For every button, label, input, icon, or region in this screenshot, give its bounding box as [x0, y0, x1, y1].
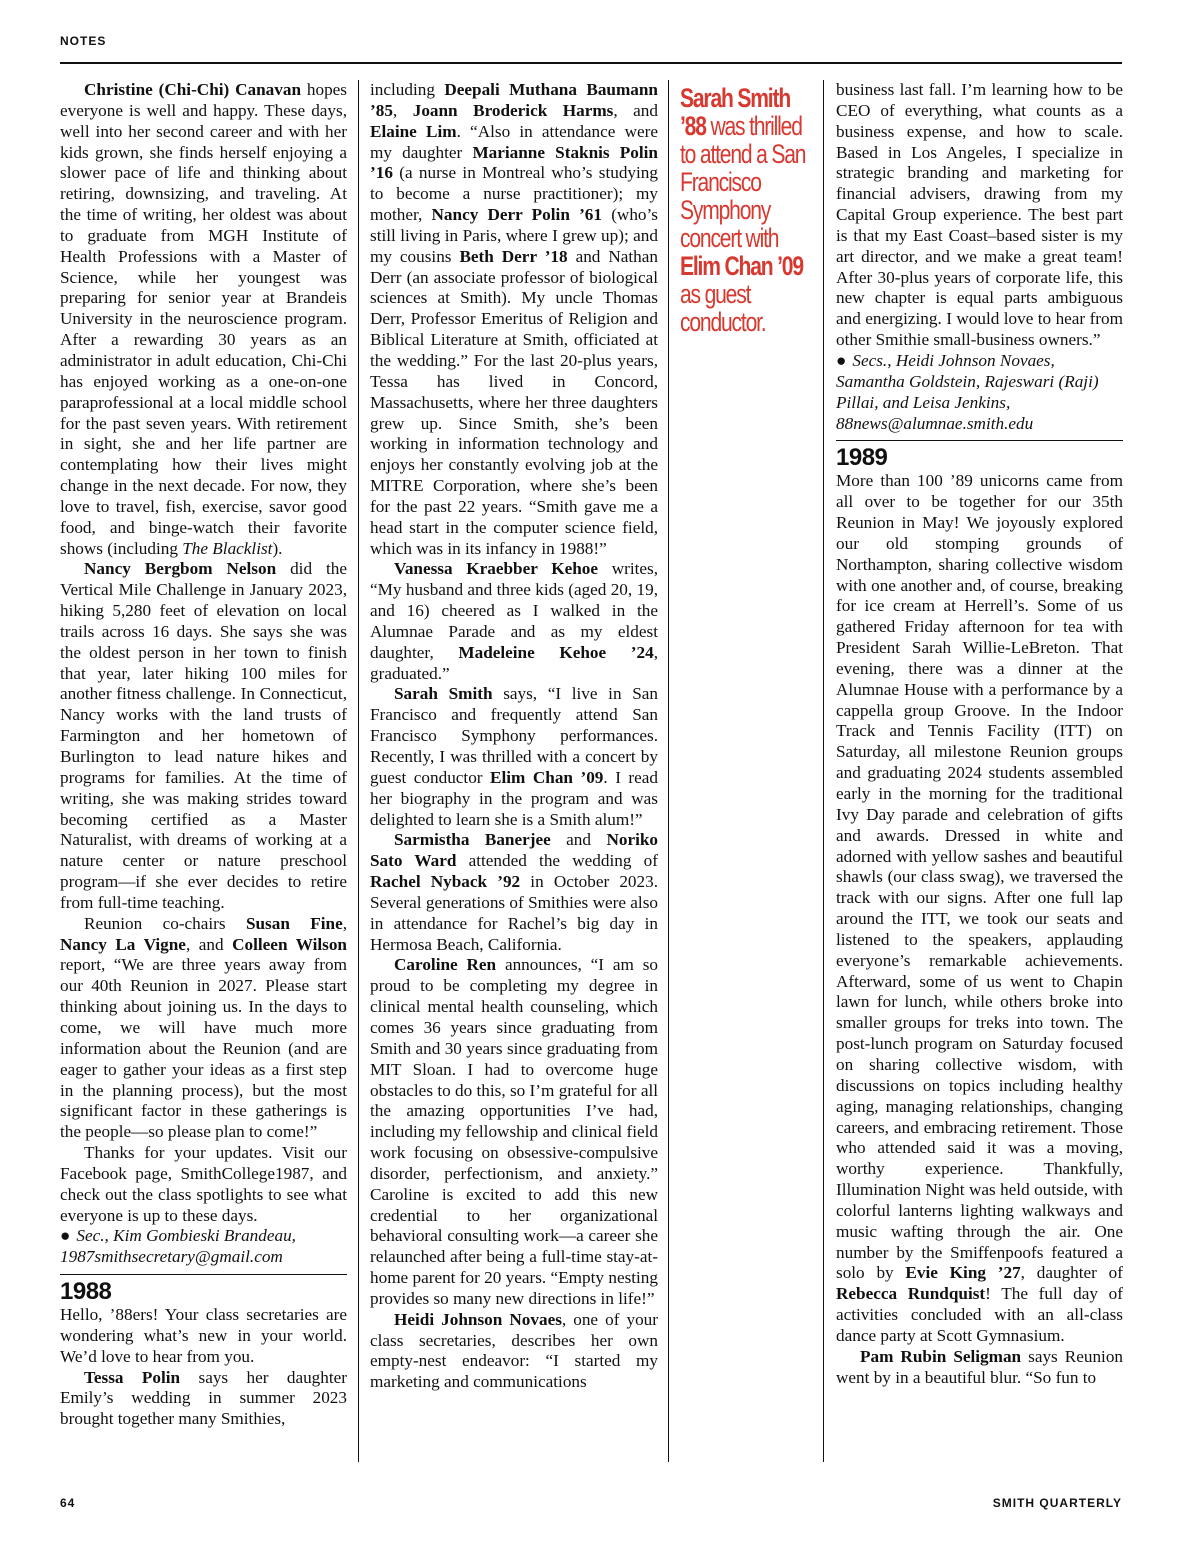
secretary-email: 1987smithsecretary@gmail.com	[60, 1247, 283, 1267]
person-name: Heidi Johnson Novaes	[394, 1309, 562, 1329]
show-title: The Blacklist	[182, 538, 273, 558]
pull-quote-text: was thrilled to attend a San Francisco Symphony concert with	[680, 111, 806, 253]
person-name: Joann Broderick Harms	[412, 100, 614, 120]
pull-quote-text: as guest conductor.	[680, 279, 766, 337]
note-text: . I read her biography in the program and was delighted to learn she is a Smith alum!”	[370, 767, 658, 829]
note-text: ).	[272, 538, 283, 558]
note-text: ! The full day of activities concluded with an all-class dance party at Scott Gymnasium.	[836, 1284, 1123, 1345]
note-text: report, “We are three years away from our 40th Reunion in 2027. Please start thinking about joining us. In the days to come, we will have much more information about the Reunion (and are eager to gather your ideas as a first step in the planning process), but the most significant factor in these gatherings is the people—so please plan to come!”	[60, 955, 347, 1142]
note-text: says her daughter Emily’s wedding in summer 2023 brought together many Smithies,	[60, 1367, 347, 1429]
person-name: Rebecca Rundquist	[836, 1284, 986, 1304]
note-reunion-chairs	[60, 914, 347, 1143]
secretary-credit	[60, 1226, 347, 1268]
note-text: in October 2023. Several generations of Smithies were also in attendance for Rachel’s big day in Hermosa Beach, California.	[370, 872, 658, 954]
note-text: , and	[613, 100, 658, 120]
pull-quote	[680, 84, 813, 336]
column-divider	[823, 80, 824, 1462]
column-2	[370, 80, 658, 1393]
note-text: Reunion co-chairs	[84, 913, 246, 933]
class-year-heading: 1989	[836, 444, 888, 472]
note-text: , graduated.”	[370, 642, 658, 683]
person-name: Vanessa Kraebber Kehoe	[394, 559, 599, 579]
column-divider	[668, 80, 669, 1462]
column-1	[60, 80, 347, 1430]
pull-quote-name: Sarah Smith ’88	[680, 83, 791, 141]
person-name: Nancy La Vigne	[60, 934, 186, 954]
pull-quote-name: Elim Chan ’09	[680, 251, 803, 281]
person-name: Noriko Sato Ward	[370, 830, 658, 871]
section-rule	[60, 1274, 347, 1275]
note-text: (a nurse in Montreal who’s studying to become a nurse practitioner); my mother,	[370, 163, 658, 225]
column-divider	[358, 80, 359, 1462]
note-1989-reunion	[836, 471, 1123, 1346]
note-text: attended the wedding of	[456, 851, 658, 871]
note-text: says Reunion went by in a beautiful blur. “So fun to	[836, 1346, 1124, 1387]
note-novaes	[370, 1310, 658, 1393]
person-name: Beth Derr ’18	[459, 246, 568, 266]
note-text: writes, “My husband and three kids (aged 20, 19, and 16) cheered as I walked in the Alumnae Parade and as my eldest daughter,	[370, 559, 658, 662]
magazine-title: SMITH QUARTERLY	[992, 1496, 1122, 1510]
note-1988-intro: Hello, ’88ers! Your class secretaries are wondering what’s new in your world. We’d love to hear from you.	[60, 1305, 347, 1366]
note-text: announces, “I am so proud to be completing my degree in clinical mental health counseling, which comes 36 years since graduating from Smith and 30 years since graduating from MIT Sloan. I had to overcome huge obstacles to do this, so I’m grateful for all the amazing opportunities I’ve had, including my fellowship and clinical field work focusing on obsessive-compulsive disorder, perfectionism, and anxiety.” Caroline is excited to add this new credential to her organizational behavioral consulting work—a career she relaunched after being a full-time stay-at-home parent for 20 years. “Empty nesting provides so many new directions in life!”	[370, 955, 658, 1308]
person-name: Sarmistha Banerjee	[394, 830, 551, 850]
note-text: , one of your class secretaries, describes her own empty-nest endeavor: “I started my marketing and communications	[370, 1309, 659, 1392]
person-name: Nancy Derr Polin ’61	[431, 205, 602, 225]
secretary-name: Sec., Kim Gombieski Brandeau,	[76, 1226, 296, 1246]
note-smith	[370, 684, 658, 830]
note-text: ,	[392, 100, 413, 120]
bullet-icon: ●	[60, 1226, 71, 1246]
note-text: ,	[342, 913, 348, 933]
bullet-icon: ●	[836, 350, 847, 370]
secretary-name: Pillai, and Leisa Jenkins,	[836, 392, 1011, 412]
note-text: and	[550, 830, 607, 850]
column-4	[836, 80, 1123, 1388]
person-name: Tessa Polin	[84, 1367, 181, 1387]
page-number: 64	[60, 1496, 76, 1510]
person-name: Pam Rubin Seligman	[860, 1346, 1022, 1366]
person-name: Sarah Smith	[394, 684, 493, 704]
person-name: Deepali Muthana Baumann ’85	[370, 80, 658, 120]
note-novaes-cont: business last fall. I’m learning how to be CEO of everything, what counts as a business expense, and how to scale. Based in Los Angeles, I specialize in strategic branding and marketing for financial advisers, drawing from my Capital Group experience. The best part is that my East Coast–based sister is my art director, and we make a great team! After 30-plus years of corporate life, this new chapter is equal parts ambiguous and energizing. I would love to hear from other Smithie small-business owners.”	[836, 80, 1123, 350]
note-text: including	[370, 80, 445, 99]
note-banerjee-ward	[370, 830, 658, 955]
person-name: Christine (Chi-Chi) Canavan	[84, 80, 302, 99]
note-kehoe	[370, 559, 658, 684]
person-name: Susan Fine	[245, 913, 343, 933]
note-text: hopes everyone is well and happy. These days, well into her second career and with her kids grown, she finds herself enjoying a slower pace of life and thinking about retiring, downsizing, and traveling. At the time of writing, her oldest was about to graduate from MGH Institute of Health Professions with a Master of Science, while her youngest was preparing for senior year at Brandeis University in the neuroscience program. After a rewarding 30 years as an administrator in adult education, Chi-Chi has enjoyed working as a one-on-one paraprofessional at a local middle school for the past seven years. With retirement in sight, she and her life partner are contemplating how their lives might change in the next decade. For now, they love to travel, fish, exercise, savor good food, and binge-watch their favorite shows (including	[60, 80, 347, 558]
secretary-name: Samantha Goldstein, Rajeswari (Raji)	[836, 371, 1099, 391]
person-name: Nancy Bergbom Nelson	[84, 559, 277, 579]
note-text: (who’s still living in Paris, where I grew up); and my cousins	[370, 205, 658, 266]
running-head: NOTES	[60, 34, 107, 48]
top-rule	[60, 62, 1122, 64]
note-text: . “Also in attendance were my daughter	[370, 121, 658, 162]
person-name: Marianne Staknis Polin ’16	[370, 142, 658, 183]
note-text: , daughter of	[1020, 1263, 1123, 1283]
note-text: did the Vertical Mile Challenge in January 2023, hiking 5,280 feet of elevation on local trails across 16 days. She says she was the oldest person in her town to finish that year, later hiking 100 miles for another fitness challenge. In Connecticut, Nancy works with the land trusts of Farmington and her hometown of Burlington to lead nature hikes and programs for families. At the time of writing, she was making strides toward becoming certified as a Master Naturalist, with dreams of working at a nature center or nature preschool program—if she ever decides to retire from full-time teaching.	[60, 559, 347, 912]
section-rule	[836, 440, 1123, 441]
note-text: , and	[185, 934, 233, 954]
person-name: Rachel Nyback ’92	[370, 872, 521, 892]
note-canavan	[60, 80, 347, 559]
person-name: Caroline Ren	[394, 955, 497, 975]
person-name: Evie King ’27	[905, 1263, 1021, 1283]
secretary-name: Secs., Heidi Johnson Novaes,	[852, 350, 1055, 370]
note-text: says, “I live in San Francisco and frequently attend San Francisco Symphony performances. Recently, I was thrilled with a concert by guest conductor	[370, 684, 658, 787]
note-polin-cont	[370, 80, 658, 559]
class-year-heading: 1988	[60, 1278, 112, 1306]
person-name: Elaine Lim	[370, 121, 457, 141]
note-ren	[370, 955, 658, 1309]
note-thanks: Thanks for your updates. Visit our Facebook page, SmithCollege1987, and check out the class spotlights to see what everyone is up to these days.	[60, 1143, 347, 1225]
note-seligman	[836, 1347, 1123, 1389]
note-text: More than 100 ’89 unicorns came from all over to be together for our 35th Reunion in May! We joyously explored our old stomping grounds of Northampton, sharing collective wisdom with one another and, of course, breaking for ice cream at Herrell’s. Some of us gathered Friday afternoon for tea with President Sarah Willie-LeBreton. That evening, there was a dinner at the Alumnae House with a performance by a cappella group Groove. In the Indoor Track and Tennis Facility (ITT) on Saturday, all milestone Reunion groups and graduating 2024 students assembled early in the morning for the traditional Ivy Day parade and celebration of gifts and awards. Dressed in white and adorned with yellow sashes and beautiful shawls (our class swag), we traversed the track with our signs. After one full lap around the ITT, we took our seats and listened to the speakers, applauding everyone’s remarkable achievements. Afterward, some of us went to Chapin lawn for lunch, while others broke into smaller groups for treks into town. The post-lunch program on Saturday focused on sharing collective wisdom, with discussions on topics including healthy aging, managing relationships, changing careers, and embracing retirement. Those who attended said it was a moving, worthy experience. Thankfully, Illumination Night was held outside, with colorful lanterns lighting walkways and music wafting through the air. One number by the Smiffenpoofs featured a solo by	[836, 471, 1123, 1283]
note-text: and Nathan Derr (an associate professor of biological sciences at Smith). My uncle Thomas Derr, Professor Emeritus of Religion and Biblical Literature at Smith, officiated at the wedding.” For the last 20-plus years, Tessa has lived in Concord, Massachusetts, where her three daughters grew up. Since Smith, she’s been working in information technology and enjoys her constantly evolving job at the MITRE Corporation, where she’s been for the past 22 years. “Smith gave me a head start in the computer science field, which was in its infancy in 1988!”	[370, 246, 658, 558]
person-name: Colleen Wilson	[232, 934, 347, 954]
person-name: Madeleine Kehoe ’24	[458, 642, 654, 662]
secretary-email: 88news@alumnae.smith.edu	[836, 413, 1034, 433]
person-name: Elim Chan ’09	[490, 767, 604, 787]
note-nelson	[60, 559, 347, 913]
secretary-credit	[836, 351, 1123, 434]
note-polin	[60, 1368, 347, 1431]
